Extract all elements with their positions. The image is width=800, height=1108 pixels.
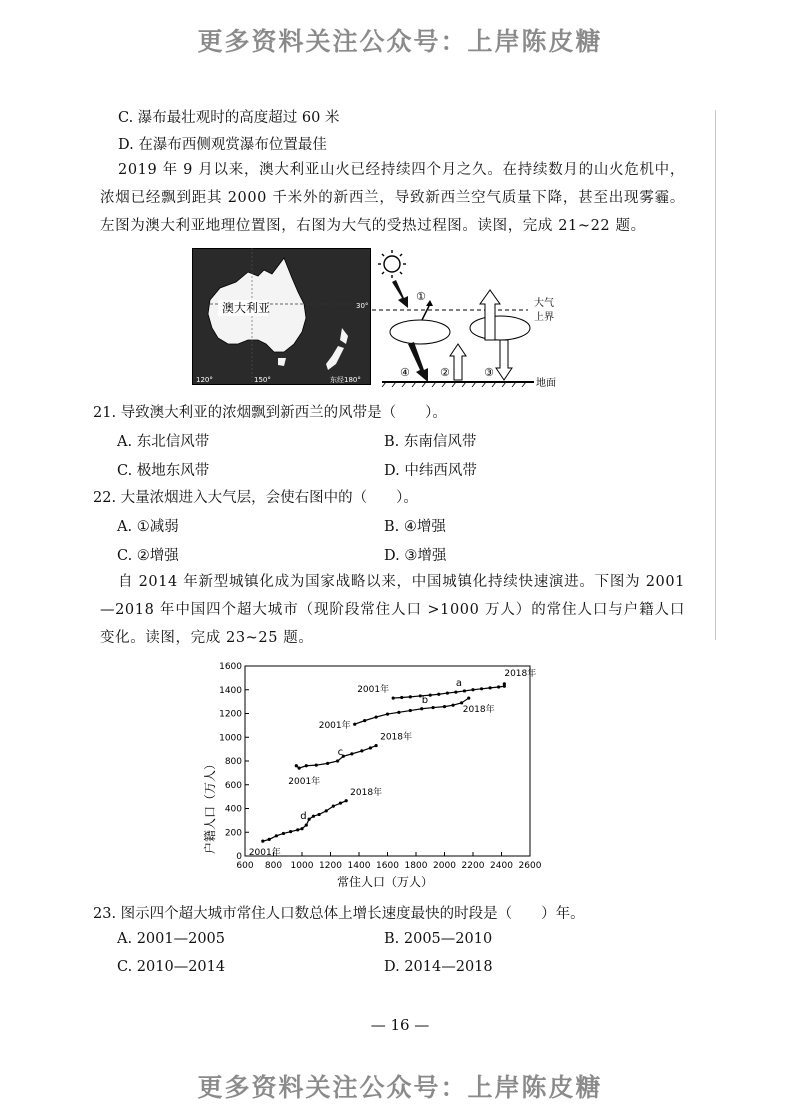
australia-map	[192, 248, 372, 390]
series-point-b	[467, 696, 470, 699]
series-point-d	[312, 815, 315, 818]
series-point-b	[353, 723, 356, 726]
q23-option-c: C. 2010—2014	[117, 959, 226, 975]
solar-ground-arrow	[408, 342, 428, 382]
q21-option-d: D. 中纬西风带	[384, 463, 477, 479]
q22-stem: 22. 大量浓烟进入大气层，会使右图中的（ ）。	[93, 490, 418, 506]
passage-urbanization: 自 2014 年新型城镇化成为国家战略以来，中国城镇化持续快速演进。下图为 2001—2018 年中国四个超大城市（现阶段常住人口 >1000 万人）的常住人口与户籍人口变化。读图，完成 23~25 题。	[100, 574, 685, 646]
series-point-d	[318, 813, 321, 816]
q21-option-c: C. 极地东风带	[117, 463, 210, 479]
series-point-b	[409, 709, 412, 712]
series-point-c	[298, 767, 301, 770]
x-tick-label: 1200	[319, 861, 342, 871]
series-point-b	[432, 706, 435, 709]
series-point-b	[451, 704, 454, 707]
sun-icon	[378, 250, 406, 278]
x-tick-label: 2400	[490, 861, 513, 871]
series-name-d: d	[300, 811, 307, 823]
series-point-d	[308, 818, 311, 821]
y-tick-label: 200	[224, 828, 242, 839]
y-tick-label: 1000	[219, 733, 242, 744]
x-tick-label: 1400	[347, 861, 371, 871]
series-point-c	[315, 764, 318, 767]
chart-series	[249, 667, 536, 858]
lon-label-180: 东经180°	[330, 376, 361, 384]
series-point-a	[503, 682, 506, 685]
watermark-top: 更多资料关注公众号：上岸陈皮糖	[197, 27, 603, 56]
y-tick-label: 800	[224, 757, 242, 767]
x-tick-label: 1000	[290, 861, 314, 871]
x-tick-label: 600	[236, 861, 254, 871]
watermark-bottom: 更多资料关注公众号：上岸陈皮糖	[197, 1073, 603, 1102]
series-point-a	[480, 687, 483, 690]
series-point-b	[363, 719, 366, 722]
series-point-c	[369, 746, 372, 749]
series-point-a	[454, 691, 457, 694]
heating-diagram	[372, 248, 572, 390]
series-point-c	[305, 764, 308, 767]
series-point-d	[296, 828, 299, 831]
x-tick-label: 800	[264, 861, 283, 871]
ground-label: 地面	[536, 378, 556, 389]
series-point-a	[471, 688, 474, 691]
y-tick-label: 400	[224, 804, 242, 815]
series-name-b: b	[421, 694, 429, 706]
series-point-d	[289, 830, 292, 833]
series-point-a	[497, 685, 500, 688]
q21-option-a: A. 东北信风带	[117, 434, 210, 450]
population-chart	[200, 656, 550, 891]
margin-rule	[715, 110, 716, 640]
passage-bushfire: 2019 年 9 月以来，澳大利亚山火已经持续四个月之久。在持续数月的山火危机中，浓烟已经飘到距其 2000 千米外的新西兰，导致新西兰空气质量下降，甚至出现雾霾。左图为澳大利亚地理位置图，右图为大气的受热过程图。读图，完成 21~22 题。	[100, 162, 685, 234]
series-end-label-c: 2018年	[380, 732, 413, 743]
x-tick-label: 2600	[518, 861, 542, 871]
series-end-label-d: 2018年	[350, 787, 383, 798]
y-tick-label: 1600	[219, 662, 242, 672]
x-axis-label: 常住人口（万人）	[336, 875, 434, 889]
series-end-label-b: 2018年	[462, 705, 495, 716]
y-tick-label: 0	[236, 852, 242, 862]
series-point-c	[295, 764, 298, 767]
x-tick-label: 1800	[404, 861, 428, 871]
marker-1: ①	[416, 290, 426, 303]
series-point-c	[375, 744, 378, 747]
page-number: — 16 —	[370, 1016, 430, 1034]
series-point-c	[336, 759, 339, 762]
series-point-c	[360, 749, 363, 752]
series-point-d	[345, 799, 348, 802]
series-start-label-a: 2001年	[357, 685, 390, 696]
series-point-d	[305, 824, 308, 827]
y-tick-label: 600	[224, 780, 242, 791]
series-start-label-b: 2001年	[318, 721, 351, 732]
reflect-arrow-1	[422, 304, 430, 320]
series-point-a	[463, 689, 466, 692]
series-point-a	[489, 686, 492, 689]
series-start-label-d: 2001年	[248, 848, 281, 859]
series-point-d	[339, 802, 342, 805]
series-point-c	[350, 752, 353, 755]
series-start-label-c: 2001年	[288, 776, 321, 787]
prev-option-c: C. 瀑布最壮观时的高度超过 60 米	[118, 110, 340, 126]
series-point-c	[326, 762, 329, 765]
cloud-left	[390, 320, 450, 344]
series-end-label-a: 2018年	[504, 668, 537, 679]
q23-option-d: D. 2014—2018	[384, 959, 493, 975]
series-point-b	[397, 711, 400, 714]
series-point-d	[282, 832, 285, 835]
series-point-d	[300, 827, 303, 830]
series-point-b	[460, 701, 463, 704]
marker-3: ③	[484, 366, 494, 379]
q23-option-a: A. 2001—2005	[117, 931, 225, 947]
q22-option-c: C. ②增强	[117, 548, 179, 564]
series-point-a	[446, 691, 449, 694]
x-tick-label: 2000	[433, 861, 456, 871]
series-point-a	[400, 696, 403, 699]
series-point-d	[261, 840, 264, 843]
q22-option-a: A. ①减弱	[117, 519, 179, 535]
q22-option-d: D. ③增强	[384, 548, 447, 564]
series-point-b	[386, 712, 389, 715]
back-radiation-arrow	[496, 340, 512, 380]
series-point-d	[332, 805, 335, 808]
atm-top-label-2: 上界	[534, 312, 554, 323]
y-tick-label: 1200	[219, 709, 242, 720]
q23-stem: 23. 图示四个超大城市常住人口数总体上增长速度最快的时段是（ ）年。	[93, 906, 585, 922]
series-point-a	[392, 696, 395, 699]
marker-4: ④	[400, 366, 410, 379]
q23-option-b: B. 2005—2010	[384, 931, 493, 947]
ground-radiation-arrow	[450, 344, 466, 380]
y-axis-label: 户籍人口（万人）	[203, 757, 217, 855]
lat-label: 30°	[356, 302, 369, 310]
q22-option-b: B. ④增强	[384, 519, 446, 535]
marker-2: ②	[440, 366, 450, 379]
lon-label-150: 150°	[254, 376, 271, 384]
series-line-c	[296, 746, 376, 769]
prev-option-d: D. 在瀑布西侧观赏瀑布位置最佳	[118, 137, 327, 153]
q21-stem: 21. 导致澳大利亚的浓烟飘到新西兰的风带是（ ）。	[93, 405, 447, 421]
series-point-b	[443, 705, 446, 708]
series-point-a	[429, 693, 432, 696]
atm-top-label-1: 大气	[534, 298, 554, 309]
country-label: 澳大利亚	[222, 301, 271, 315]
q21-option-b: B. 东南信风带	[384, 434, 477, 450]
lon-label-120: 120°	[196, 376, 213, 384]
series-point-d	[268, 838, 271, 841]
reflect-arrowhead-1	[426, 300, 433, 306]
y-tick-label: 1400	[219, 685, 242, 696]
cloud-right	[470, 316, 530, 340]
series-point-a	[437, 693, 440, 696]
series-point-b	[375, 715, 378, 718]
x-tick-label: 2200	[461, 861, 485, 871]
series-point-d	[275, 834, 278, 837]
series-name-c: c	[337, 747, 344, 758]
series-point-a	[409, 695, 412, 698]
series-point-b	[420, 707, 423, 710]
series-name-a: a	[455, 678, 463, 690]
solar-arrow	[392, 280, 408, 308]
x-tick-label: 1600	[376, 861, 399, 871]
series-point-d	[325, 809, 328, 812]
